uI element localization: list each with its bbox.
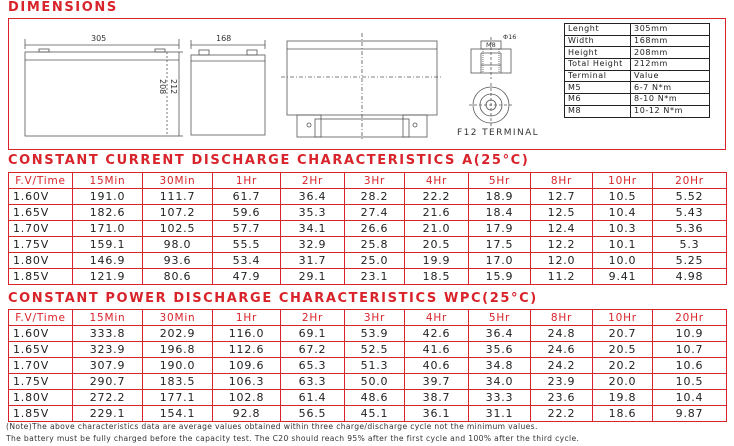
final-voltage-cell: 1.85V [9, 269, 73, 285]
value-cell: 202.9 [143, 326, 213, 342]
value-cell: 10.1 [593, 237, 653, 253]
value-cell: 12.2 [531, 237, 593, 253]
value-cell: 106.3 [213, 374, 281, 390]
column-header: 3Hr [345, 173, 405, 189]
value-cell: 45.1 [345, 406, 405, 422]
final-voltage-cell: 1.60V [9, 189, 73, 205]
table-row [9, 358, 727, 374]
value-cell: 34.0 [469, 374, 531, 390]
value-cell: 22.2 [531, 406, 593, 422]
value-cell: 35.3 [281, 205, 345, 221]
value-cell: 107.2 [143, 205, 213, 221]
column-header: 30Min [143, 310, 213, 326]
value-cell: 10.4 [593, 205, 653, 221]
value-cell: 33.3 [469, 390, 531, 406]
value-cell: 116.0 [213, 326, 281, 342]
value-cell: 9.41 [593, 269, 653, 285]
dimensions-title: DIMENSIONS [8, 0, 118, 15]
spec-value: 8-10 N*m [631, 94, 710, 106]
value-cell: 272.2 [73, 390, 143, 406]
value-cell: 4.98 [653, 269, 727, 285]
value-cell: 57.7 [213, 221, 281, 237]
spec-value: 208mm [631, 47, 710, 59]
constant-current-table [8, 172, 727, 285]
column-header: 10Hr [593, 173, 653, 189]
final-voltage-cell: 1.80V [9, 390, 73, 406]
value-cell: 67.2 [281, 342, 345, 358]
value-cell: 19.9 [405, 253, 469, 269]
value-cell: 61.7 [213, 189, 281, 205]
value-cell: 24.8 [531, 326, 593, 342]
value-cell: 109.6 [213, 358, 281, 374]
value-cell: 20.7 [593, 326, 653, 342]
value-cell: 229.1 [73, 406, 143, 422]
column-header: 1Hr [213, 173, 281, 189]
value-cell: 35.6 [469, 342, 531, 358]
value-cell: 11.2 [531, 269, 593, 285]
value-cell: 36.1 [405, 406, 469, 422]
value-cell: 25.8 [345, 237, 405, 253]
column-header: 8Hr [531, 173, 593, 189]
spec-label: M8 [565, 105, 631, 117]
column-header: 15Min [73, 310, 143, 326]
spec-row [565, 70, 710, 82]
value-cell: 171.0 [73, 221, 143, 237]
column-header: 2Hr [281, 310, 345, 326]
column-header: F.V/Time [9, 173, 73, 189]
value-cell: 112.6 [213, 342, 281, 358]
final-voltage-cell: 1.60V [9, 326, 73, 342]
value-cell: 51.3 [345, 358, 405, 374]
value-cell: 9.87 [653, 406, 727, 422]
value-cell: 182.6 [73, 205, 143, 221]
table-row [9, 189, 727, 205]
final-voltage-cell: 1.80V [9, 253, 73, 269]
value-cell: 92.8 [213, 406, 281, 422]
value-cell: 290.7 [73, 374, 143, 390]
value-cell: 34.8 [469, 358, 531, 374]
final-voltage-cell: 1.85V [9, 406, 73, 422]
value-cell: 55.5 [213, 237, 281, 253]
column-header: 1Hr [213, 310, 281, 326]
top-view-drawing [281, 33, 443, 141]
final-voltage-cell: 1.75V [9, 374, 73, 390]
note-average-values: (Note)The above characteristics data are average values obtained within three charge/discharge cycle not the minimum values. [6, 422, 538, 431]
final-voltage-cell: 1.65V [9, 342, 73, 358]
final-voltage-cell: 1.65V [9, 205, 73, 221]
value-cell: 21.0 [405, 221, 469, 237]
terminal-dia-label: Φ16 [503, 33, 517, 41]
value-cell: 183.5 [143, 374, 213, 390]
value-cell: 23.9 [531, 374, 593, 390]
terminal-m8-label: M8 [486, 41, 496, 49]
spec-row [565, 94, 710, 106]
value-cell: 53.4 [213, 253, 281, 269]
spec-row [565, 35, 710, 47]
value-cell: 42.6 [405, 326, 469, 342]
value-cell: 52.5 [345, 342, 405, 358]
spec-row [565, 59, 710, 71]
value-cell: 38.7 [405, 390, 469, 406]
value-cell: 154.1 [143, 406, 213, 422]
value-cell: 5.36 [653, 221, 727, 237]
spec-label: Total Height [565, 59, 631, 71]
spec-row [565, 47, 710, 59]
table-row [9, 406, 727, 422]
table-row [9, 205, 727, 221]
value-cell: 27.4 [345, 205, 405, 221]
value-cell: 5.25 [653, 253, 727, 269]
value-cell: 36.4 [469, 326, 531, 342]
column-header: 5Hr [469, 173, 531, 189]
table-row [9, 374, 727, 390]
column-header: F.V/Time [9, 310, 73, 326]
terminal-detail-drawing [469, 37, 513, 127]
dim-total-height: 212 [169, 79, 178, 95]
value-cell: 80.6 [143, 269, 213, 285]
column-header: 2Hr [281, 173, 345, 189]
value-cell: 56.5 [281, 406, 345, 422]
dim-width: 168 [216, 34, 232, 43]
value-cell: 177.1 [143, 390, 213, 406]
value-cell: 323.9 [73, 342, 143, 358]
spec-row [565, 82, 710, 94]
table-row [9, 253, 727, 269]
value-cell: 47.9 [213, 269, 281, 285]
value-cell: 41.6 [405, 342, 469, 358]
value-cell: 98.0 [143, 237, 213, 253]
value-cell: 63.3 [281, 374, 345, 390]
table-row [9, 326, 727, 342]
spec-value: 305mm [631, 24, 710, 36]
value-cell: 59.6 [213, 205, 281, 221]
value-cell: 20.5 [593, 342, 653, 358]
value-cell: 10.7 [653, 342, 727, 358]
spec-row [565, 24, 710, 36]
value-cell: 18.4 [469, 205, 531, 221]
value-cell: 69.1 [281, 326, 345, 342]
spec-value: 6-7 N*m [631, 82, 710, 94]
final-voltage-cell: 1.75V [9, 237, 73, 253]
column-header: 5Hr [469, 310, 531, 326]
spec-value: 10-12 N*m [631, 105, 710, 117]
column-header: 10Hr [593, 310, 653, 326]
value-cell: 102.8 [213, 390, 281, 406]
value-cell: 24.2 [531, 358, 593, 374]
value-cell: 26.6 [345, 221, 405, 237]
value-cell: 15.9 [469, 269, 531, 285]
dim-length: 305 [91, 34, 107, 43]
spec-label: Lenght [565, 24, 631, 36]
value-cell: 61.4 [281, 390, 345, 406]
value-cell: 10.9 [653, 326, 727, 342]
value-cell: 20.5 [405, 237, 469, 253]
table-row [9, 390, 727, 406]
value-cell: 10.0 [593, 253, 653, 269]
value-cell: 191.0 [73, 189, 143, 205]
value-cell: 50.0 [345, 374, 405, 390]
value-cell: 159.1 [73, 237, 143, 253]
table-row [9, 269, 727, 285]
value-cell: 40.6 [405, 358, 469, 374]
value-cell: 24.6 [531, 342, 593, 358]
value-cell: 17.9 [469, 221, 531, 237]
dimension-specs-table [564, 23, 710, 118]
value-cell: 36.4 [281, 189, 345, 205]
value-cell: 25.0 [345, 253, 405, 269]
value-cell: 28.2 [345, 189, 405, 205]
value-cell: 17.0 [469, 253, 531, 269]
column-header: 8Hr [531, 310, 593, 326]
table-row [9, 342, 727, 358]
value-cell: 5.43 [653, 205, 727, 221]
value-cell: 23.1 [345, 269, 405, 285]
value-cell: 18.6 [593, 406, 653, 422]
value-cell: 10.6 [653, 358, 727, 374]
note-capacity-test: The battery must be fully charged before the capacity test. The C20 should reach 95% after the first cycle and 100% after the third cycle. [6, 434, 580, 443]
column-header: 3Hr [345, 310, 405, 326]
table-row [9, 221, 727, 237]
value-cell: 22.2 [405, 189, 469, 205]
terminal-caption: F12 TERMINAL [457, 128, 540, 138]
spec-label: M5 [565, 82, 631, 94]
column-header: 15Min [73, 173, 143, 189]
dim-height: 208 [158, 79, 167, 95]
value-cell: 39.7 [405, 374, 469, 390]
column-header: 4Hr [405, 173, 469, 189]
spec-value: 168mm [631, 35, 710, 47]
spec-label: M6 [565, 94, 631, 106]
value-cell: 48.6 [345, 390, 405, 406]
value-cell: 121.9 [73, 269, 143, 285]
value-cell: 18.5 [405, 269, 469, 285]
value-cell: 5.52 [653, 189, 727, 205]
spec-value: 212mm [631, 59, 710, 71]
value-cell: 32.9 [281, 237, 345, 253]
value-cell: 102.5 [143, 221, 213, 237]
constant-power-table [8, 309, 727, 422]
value-cell: 23.6 [531, 390, 593, 406]
value-cell: 34.1 [281, 221, 345, 237]
value-cell: 17.5 [469, 237, 531, 253]
value-cell: 111.7 [143, 189, 213, 205]
value-cell: 307.9 [73, 358, 143, 374]
value-cell: 20.2 [593, 358, 653, 374]
value-cell: 190.0 [143, 358, 213, 374]
column-header: 30Min [143, 173, 213, 189]
value-cell: 20.0 [593, 374, 653, 390]
value-cell: 12.4 [531, 221, 593, 237]
value-cell: 196.8 [143, 342, 213, 358]
column-header: 20Hr [653, 173, 727, 189]
value-cell: 146.9 [73, 253, 143, 269]
value-cell: 10.5 [653, 374, 727, 390]
value-cell: 18.9 [469, 189, 531, 205]
constant-current-title: CONSTANT CURRENT DISCHARGE CHARACTERISTICS A(25°C) [8, 153, 530, 168]
value-cell: 12.5 [531, 205, 593, 221]
side-view-drawing [191, 40, 265, 135]
spec-label: Terminal [565, 70, 631, 82]
constant-power-title: CONSTANT POWER DISCHARGE CHARACTERISTICS WPC(25°C) [8, 291, 538, 306]
final-voltage-cell: 1.70V [9, 358, 73, 374]
value-cell: 10.5 [593, 189, 653, 205]
value-cell: 10.4 [653, 390, 727, 406]
spec-value: Value [631, 70, 710, 82]
spec-label: Width [565, 35, 631, 47]
value-cell: 93.6 [143, 253, 213, 269]
final-voltage-cell: 1.70V [9, 221, 73, 237]
value-cell: 65.3 [281, 358, 345, 374]
value-cell: 53.9 [345, 326, 405, 342]
value-cell: 5.3 [653, 237, 727, 253]
value-cell: 29.1 [281, 269, 345, 285]
column-header: 4Hr [405, 310, 469, 326]
column-header: 20Hr [653, 310, 727, 326]
value-cell: 31.1 [469, 406, 531, 422]
value-cell: 21.6 [405, 205, 469, 221]
value-cell: 333.8 [73, 326, 143, 342]
value-cell: 12.7 [531, 189, 593, 205]
value-cell: 12.0 [531, 253, 593, 269]
value-cell: 31.7 [281, 253, 345, 269]
spec-label: Height [565, 47, 631, 59]
value-cell: 10.3 [593, 221, 653, 237]
table-row [9, 237, 727, 253]
spec-row [565, 105, 710, 117]
value-cell: 19.8 [593, 390, 653, 406]
